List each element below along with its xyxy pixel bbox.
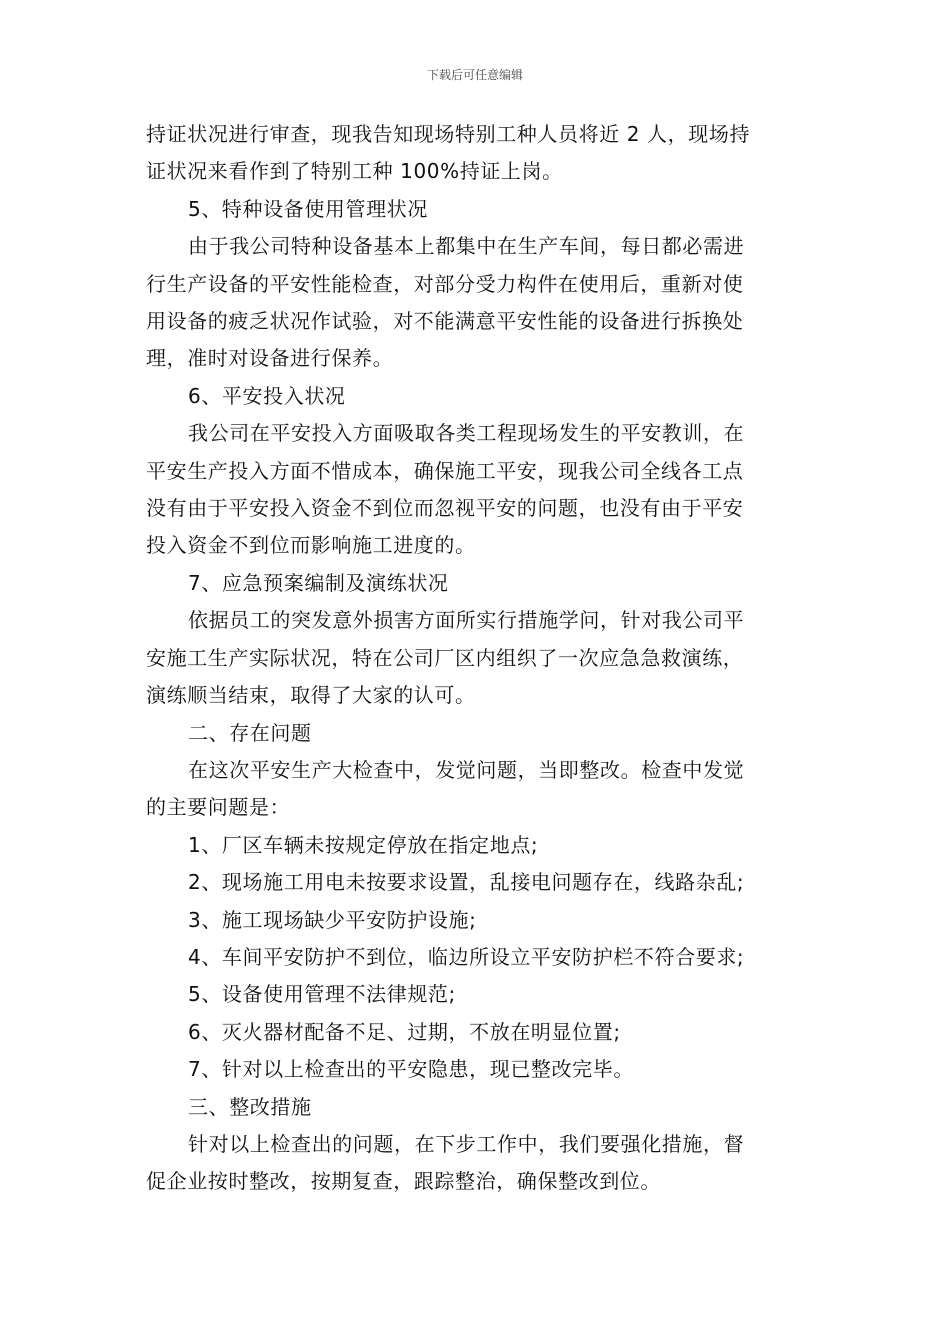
list-item: 4、车间平安防护不到位，临边所设立平安防护栏不符合要求;: [188, 944, 745, 969]
text-line: 理，准时对设备进行保养。: [146, 346, 394, 371]
text-line: 我公司在平安投入方面吸取各类工程现场发生的平安教训，在: [188, 421, 745, 446]
text-line: 针对以上检查出的问题，在下步工作中，我们要强化措施，督: [188, 1131, 745, 1156]
section-heading: 三、整改措施: [188, 1094, 312, 1119]
text-line: 的主要问题是：: [146, 795, 291, 820]
section-heading: 二、存在问题: [188, 720, 312, 745]
text-line: 演练顺当结束，取得了大家的认可。: [146, 683, 476, 708]
section-heading: 7、应急预案编制及演练状况: [188, 570, 449, 595]
section-heading: 6、平安投入状况: [188, 383, 346, 408]
text-line: 依据员工的突发意外损害方面所实行措施学问，针对我公司平: [188, 608, 745, 633]
document-body: [146, 116, 808, 1201]
text-line: 在这次平安生产大检查中，发觉问题，当即整改。检查中发觉: [188, 757, 745, 782]
text-line: 安施工生产实际状况，特在公司厂区内组织了一次应急急救演练，: [146, 645, 744, 670]
text-line: 平安生产投入方面不惜成本，确保施工平安，现我公司全线各工点: [146, 458, 744, 483]
text-line: 证状况来看作到了特别工种 100%持证上岗。: [146, 159, 563, 184]
text-line: 持证状况进行审查，现我告知现场特别工种人员将近 2 人，现场持: [146, 122, 751, 146]
list-item: 5、设备使用管理不法律规范;: [188, 982, 456, 1007]
text-line: 没有由于平安投入资金不到位而忽视平安的问题，也没有由于平安: [146, 496, 744, 521]
page-header: 下载后可任意编辑: [426, 68, 523, 82]
text-line: 用设备的疲乏状况作试验，对不能满意平安性能的设备进行拆换处: [146, 309, 744, 334]
list-item: 2、现场施工用电未按要求设置，乱接电问题存在，线路杂乱;: [188, 870, 745, 895]
section-heading: 5、特种设备使用管理状况: [188, 196, 428, 221]
text-line: 投入资金不到位而影响施工进度的。: [146, 533, 476, 558]
list-item: 3、施工现场缺少平安防护设施;: [188, 907, 477, 932]
list-item: 6、灭火器材配备不足、过期，不放在明显位置;: [188, 1019, 621, 1044]
list-item: 7、针对以上检查出的平安隐患，现已整改完毕。: [188, 1057, 634, 1082]
text-line: 行生产设备的平安性能检查，对部分受力构件在使用后，重新对使: [146, 271, 744, 296]
text-line: 促企业按时整改，按期复查，跟踪整治，确保整改到位。: [146, 1169, 661, 1194]
text-line: 由于我公司特种设备基本上都集中在生产车间，每日都必需进: [188, 234, 745, 259]
list-item: 1、厂区车辆未按规定停放在指定地点;: [188, 832, 539, 857]
